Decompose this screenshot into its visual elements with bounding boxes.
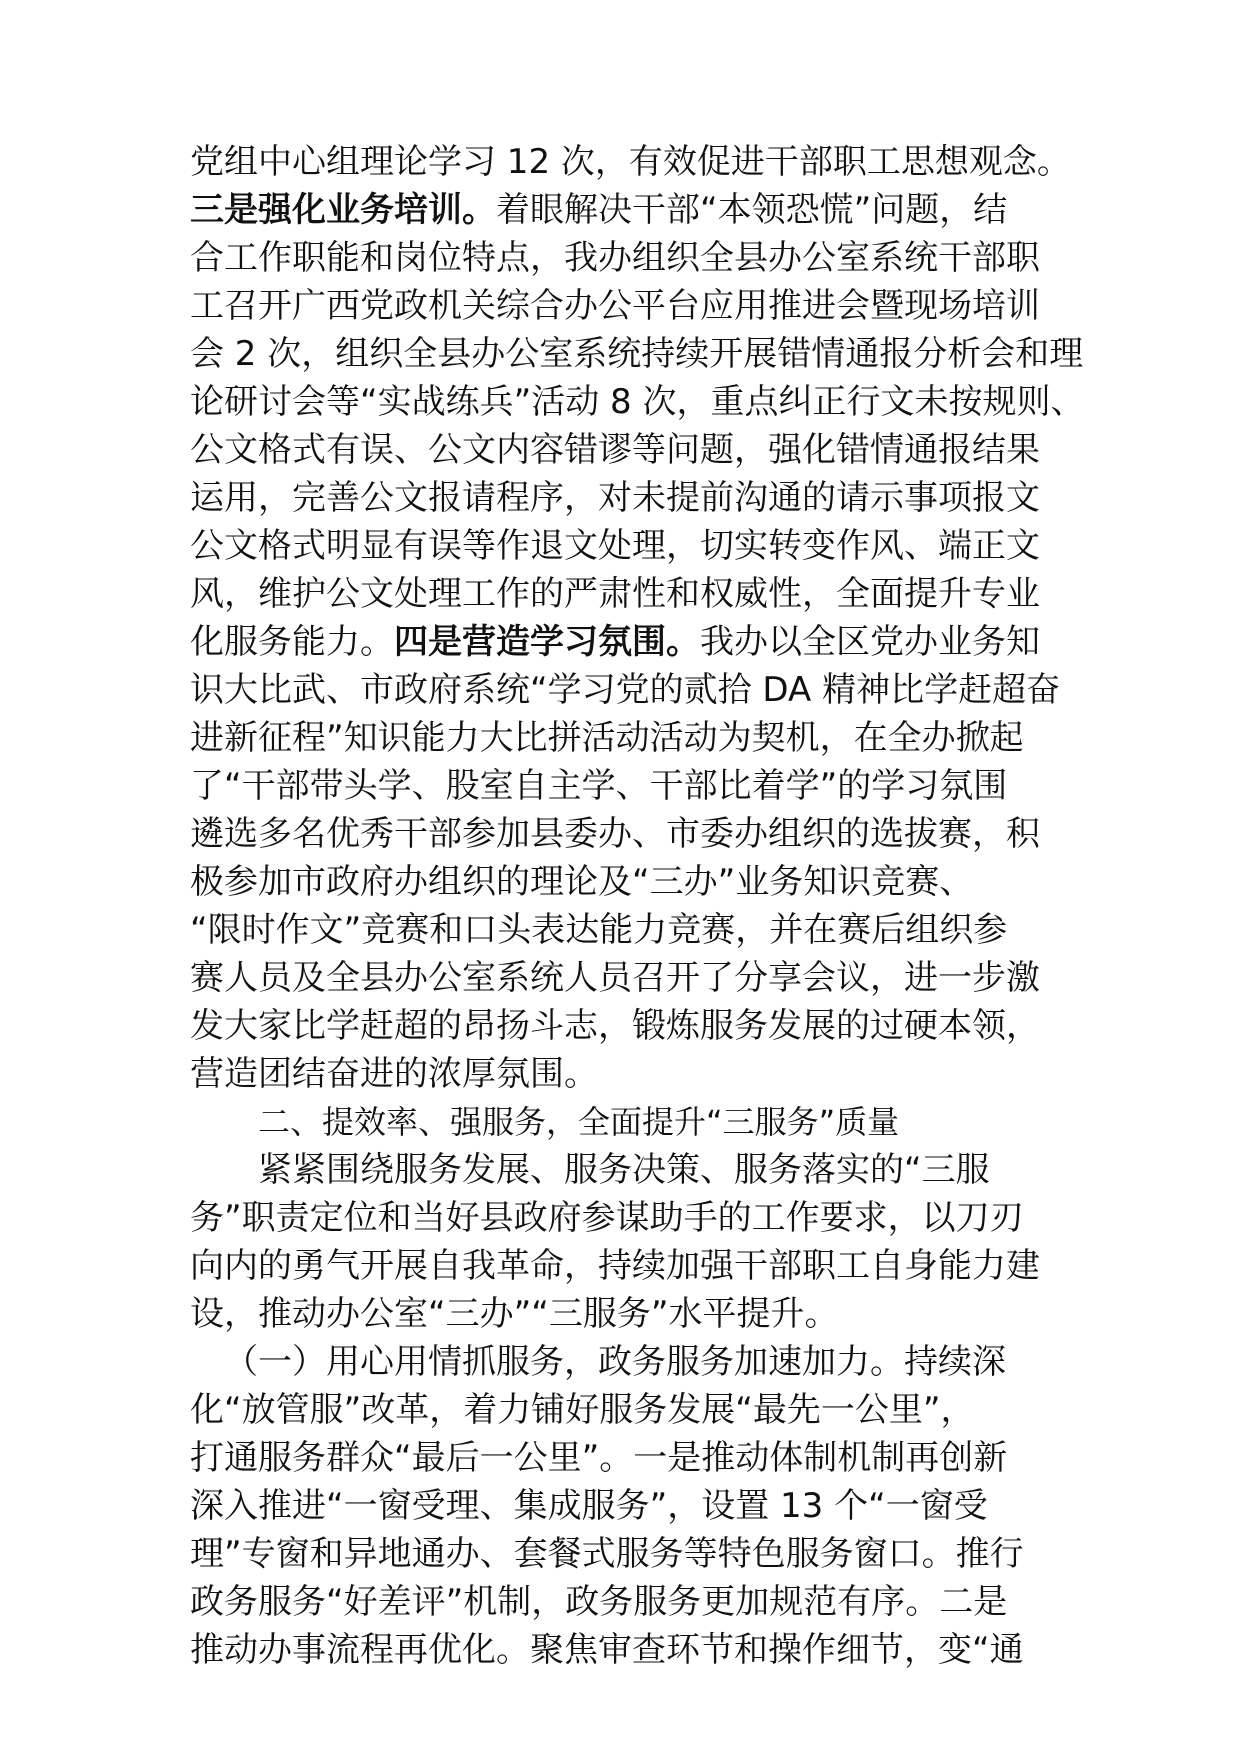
line-text: 党组中心组理论学习 12 次，有效促进干部职工思想观念。 xyxy=(190,142,1071,182)
text-line xyxy=(190,474,1060,522)
text-line xyxy=(190,666,1060,714)
line-text: 工召开广西党政机关综合办公平台应用推进会暨现场培训 xyxy=(190,286,1040,326)
line-text: 着眼解决干部“本领恐慌”问题，结 xyxy=(496,190,1008,230)
line-text: 深入推进“一窗受理、集成服务”，设置 13 个“一窗受 xyxy=(190,1486,988,1526)
line-text: 营造团结奋进的浓厚氛围。 xyxy=(190,1054,598,1094)
line-text: 向内的勇气开展自我革命，持续加强干部职工自身能力建 xyxy=(190,1246,1040,1286)
line-text: 化服务能力。 xyxy=(190,622,394,662)
bold-heading: 三是强化业务培训。 xyxy=(190,190,496,230)
line-text: 公文格式明显有误等作退文处理，切实转变作风、端正文 xyxy=(190,526,1040,566)
subsection-first-line xyxy=(190,1338,1060,1386)
text-line xyxy=(190,378,1085,426)
line-text: 务”职责定位和当好县政府参谋助手的工作要求，以刀刃 xyxy=(190,1198,1024,1238)
text-line xyxy=(190,570,1060,618)
line-text: 风，维护公文处理工作的严肃性和权威性，全面提升专业 xyxy=(190,574,1040,614)
text-line xyxy=(190,714,1060,762)
text-line xyxy=(190,426,1060,474)
line-text: 我办以全区党办业务知 xyxy=(700,622,1040,662)
section-heading xyxy=(190,1098,1060,1146)
document-page xyxy=(190,138,1085,1674)
line-text: “限时作文”竞赛和口头表达能力竞赛，并在赛后组织参 xyxy=(190,910,1008,950)
bold-heading: 四是营造学习氛围。 xyxy=(394,622,700,662)
line-text: 遴选多名优秀干部参加县委办、市委办组织的选拔赛，积 xyxy=(190,814,1040,854)
text-line xyxy=(190,282,1060,330)
text-line xyxy=(190,1050,1060,1098)
text-line xyxy=(190,522,1060,570)
text-line xyxy=(190,1482,1060,1530)
text-line xyxy=(190,1530,1060,1578)
line-text: 发大家比学赶超的昂扬斗志，锻炼服务发展的过硬本领， xyxy=(190,1006,1040,1046)
line-text: 设，推动办公室“三办”“三服务”水平提升。 xyxy=(190,1294,839,1334)
text-line xyxy=(190,1434,1060,1482)
text-line xyxy=(190,762,1060,810)
line-text: 推动办事流程再优化。聚焦审查环节和操作细节，变“通 xyxy=(190,1630,1024,1670)
line-text: 识大比武、市政府系统“学习党的贰拾 DA 精神比学赶超奋 xyxy=(190,670,1061,710)
line-text: 了“干部带头学、股室自主学、干部比着学”的学习氛围 xyxy=(190,766,1008,806)
text-line xyxy=(190,1002,1060,1050)
line-text: 理”专窗和异地通办、套餐式服务等特色服务窗口。推行 xyxy=(190,1534,1024,1574)
text-line xyxy=(190,330,1084,378)
line-text: 会 2 次，组织全县办公室系统持续开展错情通报分析会和理 xyxy=(190,334,1084,374)
line-text: 公文格式有误、公文内容错谬等问题，强化错情通报结果 xyxy=(190,430,1040,470)
line-text: 极参加市政府办组织的理论及“三办”业务知识竞赛、 xyxy=(190,862,974,902)
text-line xyxy=(190,810,1060,858)
text-line xyxy=(190,138,1071,186)
section-heading-text: 二、提效率、强服务，全面提升“三服务”质量 xyxy=(258,1103,900,1141)
text-line xyxy=(190,1290,1060,1338)
text-line xyxy=(190,1578,1060,1626)
line-text: 论研讨会等“实战练兵”活动 8 次，重点纠正行文未按规则、 xyxy=(190,382,1085,422)
line-text: 化“放管服”改革，着力铺好服务发展“最先一公里”， xyxy=(190,1390,975,1430)
line-text: 紧紧围绕服务发展、服务决策、服务落实的“三服 xyxy=(258,1150,990,1190)
text-line xyxy=(190,1194,1060,1242)
line-text: 打通服务群众“最后一公里”。一是推动体制机制再创新 xyxy=(190,1438,1008,1478)
text-line xyxy=(190,1626,1060,1674)
line-text: 运用，完善公文报请程序，对未提前沟通的请示事项报文 xyxy=(190,478,1040,518)
text-line xyxy=(190,234,1060,282)
line-text: （一）用心用情抓服务，政务服务加速加力。持续深 xyxy=(224,1342,1006,1382)
paragraph-first-line xyxy=(190,1146,1060,1194)
text-line xyxy=(190,954,1060,1002)
text-line xyxy=(190,858,1060,906)
line-text: 政务服务“好差评”机制，政务服务更加规范有序。二是 xyxy=(190,1582,1008,1622)
text-line xyxy=(190,1242,1060,1290)
text-line xyxy=(190,906,1060,954)
line-text: 赛人员及全县办公室系统人员召开了分享会议，进一步激 xyxy=(190,958,1040,998)
text-line xyxy=(190,186,1060,234)
line-text: 合工作职能和岗位特点，我办组织全县办公室系统干部职 xyxy=(190,238,1040,278)
text-line xyxy=(190,618,1060,666)
line-text: 进新征程”知识能力大比拼活动活动为契机，在全办掀起 xyxy=(190,718,1024,758)
text-line xyxy=(190,1386,1060,1434)
